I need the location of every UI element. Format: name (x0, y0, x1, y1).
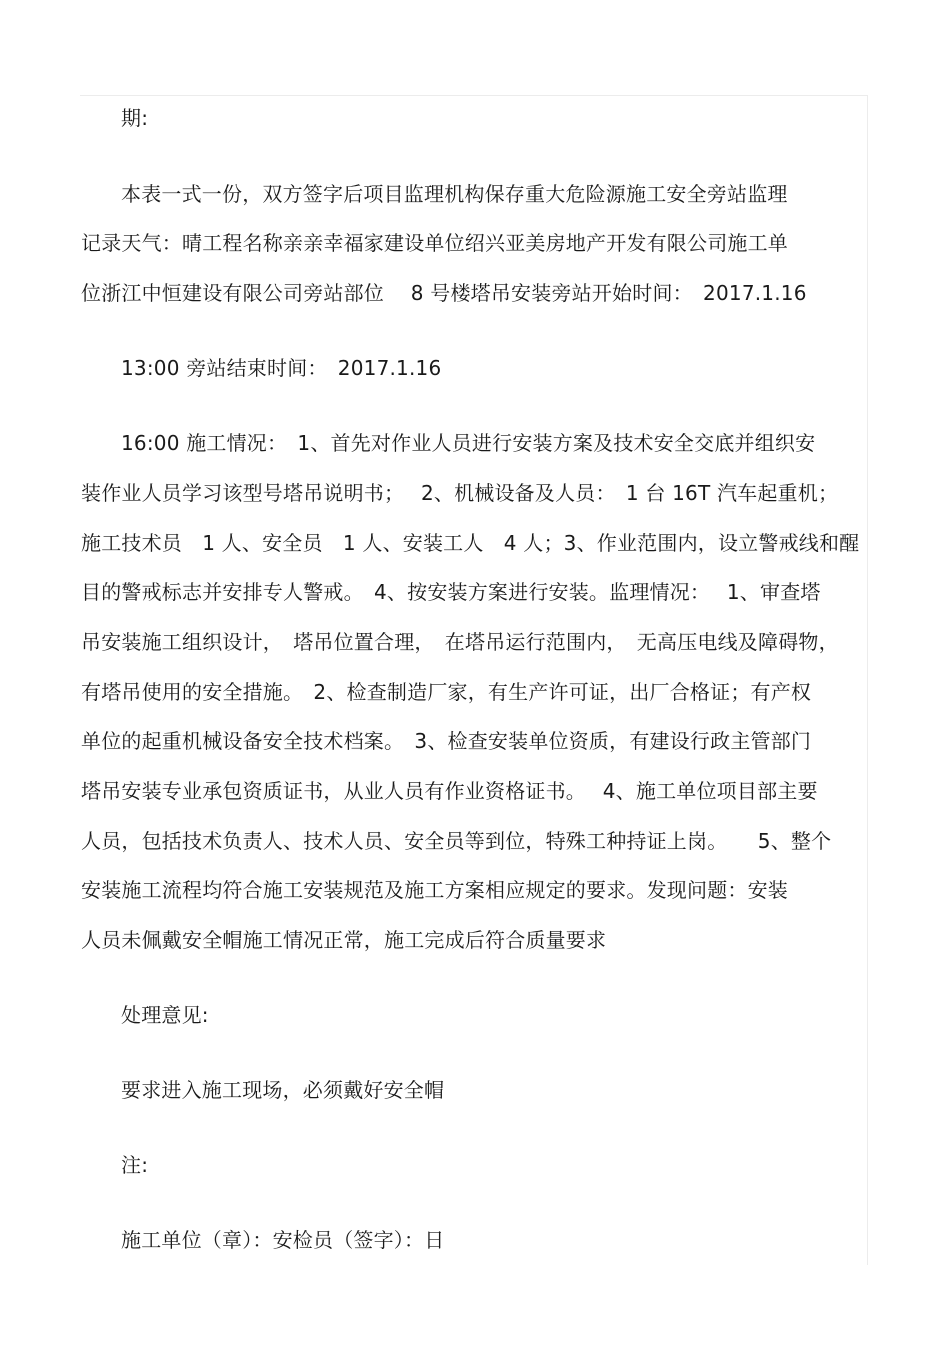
text-line: 装作业人员学习该型号塔吊说明书； 2、机械设备及人员： 1 台 16T 汽车起重机； (81, 481, 839, 505)
text-line: 记录天气：晴工程名称亲亲幸福家建设单位绍兴亚美房地产开发有限公司施工单 (81, 231, 788, 255)
text-line: 目的警戒标志并安排专人警戒。 4、按安装方案进行安装。监理情况： 1、审查塔 (81, 580, 821, 604)
text-line: 安装施工流程均符合施工安装规范及施工方案相应规定的要求。发现问题：安装 (81, 878, 788, 902)
section-heading-opinion: 处理意见: (121, 1003, 209, 1027)
text-line: 本表一式一份，双方签字后项目监理机构保存重大危险源施工安全旁站监理 (121, 182, 788, 206)
signature-line: 施工单位（章）：安检员（签字）：日 (121, 1228, 445, 1252)
text-line: 塔吊安装专业承包资质证书，从业人员有作业资格证书。 4、施工单位项目部主要 (81, 779, 818, 803)
text-line: 单位的起重机械设备安全技术档案。 3、检查安装单位资质，有建设行政主管部门 (81, 729, 812, 753)
text-line: 位浙江中恒建设有限公司旁站部位 8 号楼塔吊安装旁站开始时间： 2017.1.16 (81, 281, 807, 305)
text-line-date-tail: 期: (121, 106, 149, 130)
text-line: 13:00 旁站结束时间： 2017.1.16 (121, 356, 442, 380)
text-line: 吊安装施工组织设计， 塔吊位置合理， 在塔吊运行范围内， 无高压电线及障碍物， (81, 630, 839, 654)
opinion-text: 要求进入施工现场，必须戴好安全帽 (121, 1078, 445, 1102)
text-line: 施工技术员 1 人、安全员 1 人、安装工人 4 人；3、作业范围内，设立警戒线和醒 (81, 531, 860, 555)
text-line: 16:00 施工情况： 1、首先对作业人员进行安装方案及技术安全交底并组织安 (121, 431, 816, 455)
note-label: 注: (121, 1153, 149, 1177)
text-line: 人员未佩戴安全帽施工情况正常，施工完成后符合质量要求 (81, 928, 607, 952)
text-line: 有塔吊使用的安全措施。 2、检查制造厂家，有生产许可证，出厂合格证；有产权 (81, 680, 812, 704)
text-line: 人员，包括技术负责人、技术人员、安全员等到位，特殊工种持证上岗。 5、整个 (81, 829, 832, 853)
